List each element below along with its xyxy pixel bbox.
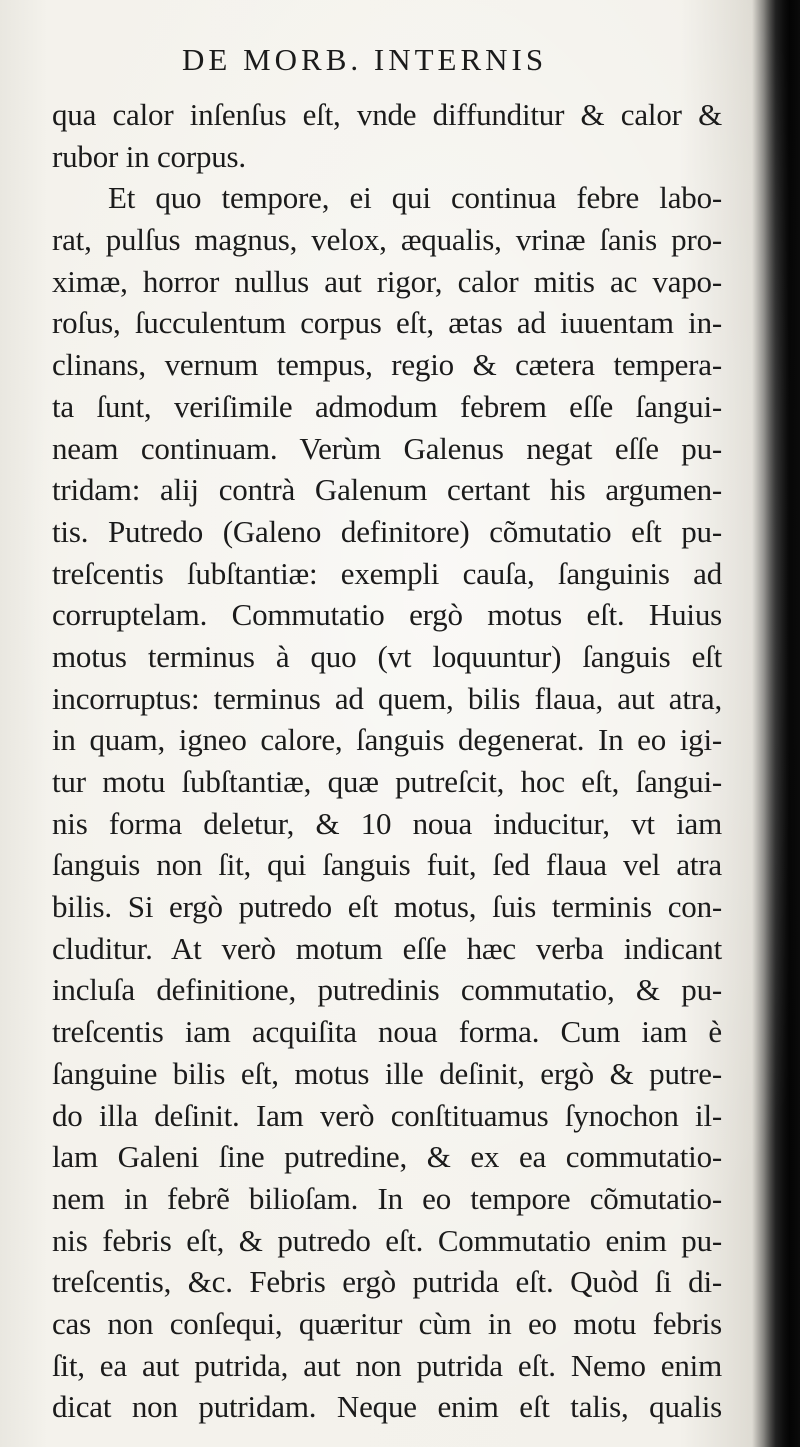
text-line: roſus, ſucculentum corpus eſt, ætas ad iuuentam in- (52, 305, 722, 341)
text-line: nis febris eſt, & putredo eſt. Commutatio enim pu- (52, 1222, 722, 1258)
text-line: treſcentis iam acquiſita noua forma. Cum iam è (52, 1014, 722, 1050)
text-line: incluſa definitione, putredinis commutatio, & pu- (52, 972, 722, 1008)
text-line: ſit, ea aut putrida, aut non putrida eſt. Nemo enim (52, 1347, 722, 1383)
text-line: clinans, vernum tempus, regio & cætera tempera- (52, 347, 722, 383)
text-line: rat, pulſus magnus, velox, æqualis, vrinæ ſanis pro- (52, 222, 722, 258)
text-line: motus terminus à quo (vt loquuntur) ſanguis eſt (52, 638, 722, 674)
text-line: cas non conſequi, quæritur cùm in eo motu febris (52, 1305, 722, 1341)
text-line: nem in febrẽ bilioſam. In eo tempore cõmutatio- (52, 1180, 722, 1216)
text-line: lam Galeni ſine putredine, & ex ea commutatio- (52, 1139, 722, 1175)
text-line: treſcentis ſubſtantiæ: exempli cauſa, ſanguinis ad (52, 555, 722, 591)
text-line: corruptelam. Commutatio ergò motus eſt. Huius (52, 597, 722, 633)
page-edge-shadow (764, 0, 800, 1447)
text-line: ſanguis non ſit, qui ſanguis fuit, ſed flaua vel atra (52, 847, 722, 883)
text-line: qua calor inſenſus eſt, vnde diffunditur & calor & (52, 97, 722, 132)
text-line: in quam, igneo calore, ſanguis degenerat. In eo igi- (52, 722, 722, 758)
text-line: dicat non putridam. Neque enim eſt talis, qualis (52, 1389, 722, 1425)
text-line: neam continuam. Verùm Galenus negat eſſe pu- (52, 430, 722, 466)
text-line: treſcentis, &c. Febris ergò putrida eſt. Quòd ſi di- (52, 1264, 722, 1300)
body-text (52, 94, 722, 1428)
text-line: rubor in corpus. (52, 138, 246, 174)
text-line: cluditur. At verò motum eſſe hæc verba indicant (52, 930, 722, 966)
text-line: tis. Putredo (Galeno definitore) cõmutatio eſt pu- (52, 513, 722, 549)
text-line: tur motu ſubſtantiæ, quæ putreſcit, hoc eſt, ſangui- (52, 764, 722, 799)
running-head: DE MORB. INTERNIS (182, 42, 548, 77)
text-line: ta ſunt, veriſimile admodum febrem eſſe ſangui- (52, 388, 722, 424)
text-line: ſanguine bilis eſt, motus ille deſinit, ergò & putre- (52, 1055, 722, 1091)
text-line: Et quo tempore, ei qui continua febre labo- (108, 180, 722, 216)
text-line: bilis. Si ergò putredo eſt motus, ſuis terminis con- (52, 889, 722, 925)
text-line: incorruptus: terminus ad quem, bilis flaua, aut atra, (52, 680, 722, 716)
text-line: ximæ, horror nullus aut rigor, calor mitis ac vapo- (52, 263, 722, 299)
text-line: do illa deſinit. Iam verò conſtituamus ſynochon il- (52, 1097, 722, 1133)
text-line: nis forma deletur, & 10 noua inducitur, vt iam (52, 805, 722, 841)
text-line: tridam: alij contrà Galenum certant his argumen- (52, 472, 722, 508)
